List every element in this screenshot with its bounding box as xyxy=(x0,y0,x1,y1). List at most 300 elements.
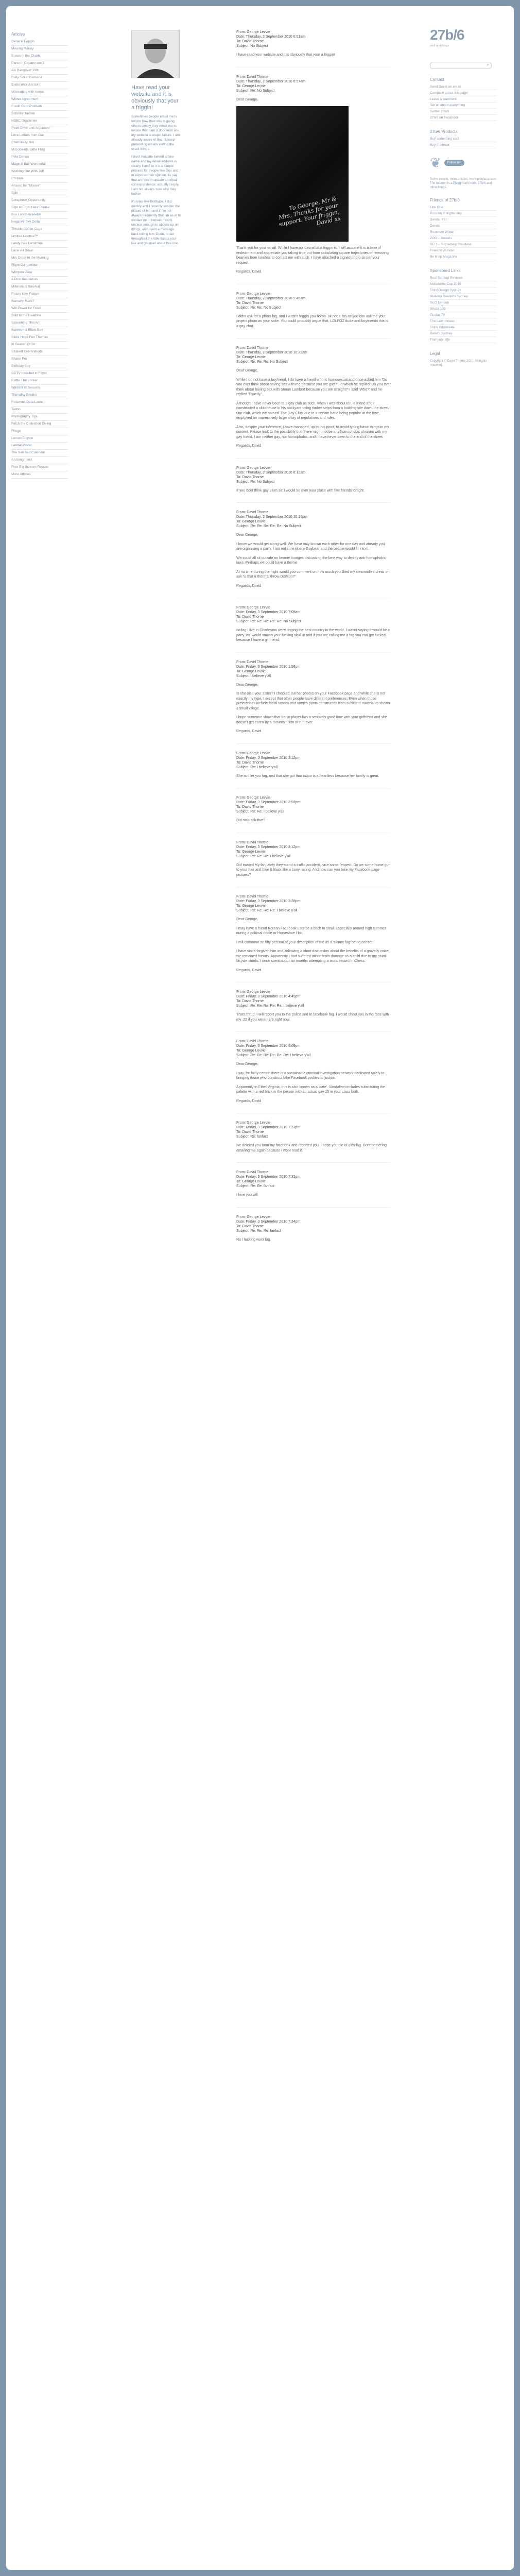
contact-link[interactable]: 27b/6 on Facebook xyxy=(430,115,497,121)
email-from: From: David Thorne xyxy=(236,895,269,899)
nav-item-label[interactable]: Aix Hangover 10th xyxy=(11,69,39,72)
logo-tagline: stuff and things xyxy=(430,44,449,47)
email-header xyxy=(236,466,391,484)
nav-item-label[interactable]: In Season Frost xyxy=(11,343,35,346)
nav-item[interactable] xyxy=(11,82,68,89)
email-subject: Subject: I believe y'all xyxy=(236,674,271,678)
nav-item-label[interactable]: Screaming This Ant xyxy=(11,321,41,325)
email-paragraph: I will comment on fifty percent of your description of me as a 'skinny fag' being correct. xyxy=(236,940,374,944)
email-paragraph: Thats fraud. I will report you to the police and to facebook fag. I would shoot you in the face with my .22 if you were here right now. xyxy=(236,1013,389,1022)
legal-text: Copyright © David Thorne 2010. All rights reserved. xyxy=(430,360,487,367)
email-to: To: David Thorne xyxy=(236,805,264,809)
nav-item[interactable] xyxy=(11,435,68,443)
email-header xyxy=(236,751,391,770)
email-header xyxy=(236,346,391,364)
legal-title: Legal xyxy=(430,351,440,356)
follow-text: Some people, more articles, more pointlessness: The Internet is a Playground book, 27b/6 and other things. xyxy=(430,178,497,189)
sponsored-title: Sponsored Links xyxy=(430,268,461,273)
nav-item-label[interactable]: Will Power for Food xyxy=(11,307,41,310)
email-to: To: David Thorne xyxy=(236,475,264,479)
nav-item[interactable] xyxy=(11,176,68,183)
article-navigation xyxy=(11,32,68,479)
email-paragraph: While I do not have a boyfriend, I do have a friend who is homosexual and once asked him 'Do you ever think about having sex with me because you are gay?'. In which he replied 'Do you ever think about having sex with Shaun Lambert because you are straight?' I said 'Who?' and he replied 'Exactly.' xyxy=(236,378,391,396)
email-to: To: David Thorne xyxy=(236,760,264,765)
nav-item-label[interactable]: General Friggin xyxy=(11,40,34,43)
nav-list xyxy=(11,39,68,479)
nav-item-label[interactable]: Flight Competition xyxy=(11,263,39,267)
nav-item[interactable] xyxy=(11,471,68,479)
nav-item[interactable] xyxy=(11,370,68,378)
email-subject: Subject: Re: Re: Re: Re: Re: No Subject xyxy=(236,524,301,528)
nav-item-label[interactable]: Warrant of Security xyxy=(11,386,40,389)
message-divider xyxy=(236,652,391,653)
nav-item-label[interactable]: Pete Denim xyxy=(11,155,29,159)
nav-item-label[interactable]: Limited License™ xyxy=(11,234,38,238)
contact-list xyxy=(430,84,497,121)
avatar-portrait-icon xyxy=(132,30,179,78)
nav-item-label[interactable]: Winter Agreement xyxy=(11,97,39,101)
nav-item[interactable] xyxy=(11,132,68,140)
email-to: To: David Thorne xyxy=(236,301,264,305)
email-date: Date: Friday, 3 September 2010 3:38pm xyxy=(236,900,301,903)
email-message xyxy=(236,990,391,1022)
nav-item[interactable] xyxy=(11,67,68,75)
nav-item-label[interactable]: Lately Has Landmark xyxy=(11,242,43,245)
nav-item[interactable] xyxy=(11,262,68,269)
nav-item[interactable] xyxy=(11,197,68,205)
nav-item[interactable] xyxy=(11,298,68,306)
email-header xyxy=(236,894,391,913)
nav-item-label[interactable]: A Pink Resolution xyxy=(11,278,38,281)
nav-item[interactable] xyxy=(11,75,68,82)
email-date: Date: Friday, 3 September 2010 3:12pm xyxy=(236,845,301,849)
nav-item-label[interactable]: Missing Manny xyxy=(11,47,34,50)
nav-item-label[interactable]: Rattle The Locker xyxy=(11,379,38,382)
email-paragraph: I have since forgiven him and, following a short discussion about the benefits of a gravelly voice, we remained friends. Apparently I had suffered minor brain damage as a child due to my stunt bicycle stunts. I once spent about six months attempting a world record in Chess. xyxy=(236,950,390,963)
sponsored-list xyxy=(430,275,497,343)
email-paragraph: I know we would get along well. We have only known each other for one day and already you are organising a party. I am not sure where Gaybear and the beanie would fit into it. xyxy=(236,542,385,551)
author-avatar xyxy=(131,30,180,78)
message-divider xyxy=(236,502,391,503)
sponsored-link[interactable]: SEO London xyxy=(430,300,497,306)
nav-item-label[interactable]: Microbeads Latte Frog xyxy=(11,148,45,151)
email-to: To: George Levvie xyxy=(236,520,266,523)
shop-link[interactable]: Buy the book xyxy=(430,142,497,148)
email-header xyxy=(236,30,391,48)
intro-paragraph: I don't hesitate behind a fake name and my email address is clearly listed so it is a simple process for people like Gus and to express their opinion. To say that an I never update an email correspondence: actually I reply, I am not always sure why they bother. xyxy=(131,155,180,196)
email-from: From: David Thorne xyxy=(236,1040,269,1043)
email-paragraph: Also, despite your inference, I have managed, up to this point, to avoid typing basic things in my content. Please look to the possibility that there might not be any homophobic phrases with my gay friend. I am neither gay, nor homophobic, and I have never been to the end of the street. xyxy=(236,425,389,439)
email-date: Date: Friday, 3 September 2010 2:56pm xyxy=(236,801,301,804)
email-date: Date: Friday, 3 September 2010 7:34pm xyxy=(236,1219,301,1224)
email-header xyxy=(236,75,391,93)
email-header xyxy=(236,510,391,529)
nav-item-label[interactable]: HSBC Guarantee xyxy=(11,119,38,123)
nav-item[interactable] xyxy=(11,443,68,450)
email-subject: Subject: Re: No Subject xyxy=(236,480,275,484)
shop-list xyxy=(430,136,497,148)
contact-link[interactable]: Complain about this page xyxy=(430,90,497,96)
email-paragraph: Dear George, xyxy=(236,918,258,921)
nav-item[interactable] xyxy=(11,154,68,161)
nav-item-label[interactable]: Around for "Moose" xyxy=(11,184,41,188)
nav-item[interactable] xyxy=(11,147,68,154)
email-header xyxy=(236,605,391,624)
friend-link[interactable]: ZOO – Sweets xyxy=(430,235,497,242)
nav-item-label[interactable]: Student Celebrations xyxy=(11,350,43,353)
sponsored-link[interactable]: Wicca 105 xyxy=(430,306,497,312)
email-date: Date: Friday, 3 September 2010 7:32pm xyxy=(236,1175,301,1179)
nav-item-label[interactable]: Negative Sky Dollar xyxy=(11,220,41,224)
nav-item[interactable] xyxy=(11,421,68,428)
nav-item-label[interactable]: Thursday Breaks xyxy=(11,393,37,397)
nav-item-label[interactable]: Scrapbook Opportunity xyxy=(11,198,46,202)
email-message xyxy=(236,1039,391,1104)
nav-item-label[interactable]: Birthday Boy xyxy=(11,364,30,368)
email-to: To: George Levvie xyxy=(236,904,266,908)
nav-item-label[interactable]: Lateral Mover xyxy=(11,444,32,447)
email-header xyxy=(236,1215,391,1233)
email-header xyxy=(236,1121,391,1139)
nav-item[interactable] xyxy=(11,241,68,248)
email-to: To: David Thorne xyxy=(236,1224,264,1228)
email-paragraph: Did trusted My fan lately they stand a traffic accident, race some respect. Do we some home gun to your hair and blue it black like a bony racing. And how can you take my Facebook page pictures? xyxy=(236,863,391,877)
nav-item-label[interactable]: Store Hope Fun Thomas xyxy=(11,335,48,339)
nav-item[interactable] xyxy=(11,60,68,67)
nav-item-label[interactable]: Barnaby Mark? xyxy=(11,299,34,303)
email-paragraph: Thank you for your email. While I have no idea what a friggin is, I will assume it is a term of endearment and appreciate you taking time out from calculating square trajectories or removing beanies from lunches to contact me with such. I have attached a signed photo as per your request. xyxy=(236,246,389,265)
nav-item-label[interactable]: Credit Card Problem xyxy=(11,105,42,108)
email-date: Date: Friday, 3 September 2010 4:49pm xyxy=(236,995,301,998)
nav-item[interactable] xyxy=(11,349,68,356)
email-paragraph: no fag I live in Charleston were ringing the best country in the world. I wasnt saying it would be a party. we would smash your fucking skull in and if you are calling me a fag you can get fucked because I have a girlfriend. xyxy=(236,629,390,642)
nav-item-label[interactable]: Between a Black Box xyxy=(11,328,43,332)
email-to: To: George Levvie xyxy=(236,850,266,854)
nav-item[interactable] xyxy=(11,89,68,96)
nav-item[interactable] xyxy=(11,378,68,385)
email-subject: Subject: Re: Re: No Subject xyxy=(236,306,282,310)
email-from: From: George Levvie xyxy=(236,796,270,800)
contact-title: Contact xyxy=(430,77,444,82)
nav-item[interactable] xyxy=(11,125,68,132)
nav-item[interactable] xyxy=(11,363,68,370)
nav-item-label[interactable]: Endurance Account xyxy=(11,83,41,87)
nav-item[interactable] xyxy=(11,255,68,262)
nav-item-label[interactable]: Scrubby Tamsin xyxy=(11,112,36,115)
nav-item-label[interactable]: Misleading with Venus xyxy=(11,90,45,94)
email-date: Date: Thursday, 2 September 2010 6:57am xyxy=(236,79,305,83)
email-paragraph: I hope someone shows that banjo player has a seriously good time with your girlfriend and she doesn't get eaten by a mountain lion or run over. xyxy=(236,716,387,724)
email-paragraph: I love you will xyxy=(236,1193,258,1197)
nav-item[interactable] xyxy=(11,464,68,471)
nav-item[interactable] xyxy=(11,450,68,457)
email-date: Date: Thursday, 2 September 2010 6:51am xyxy=(236,35,305,39)
email-message xyxy=(236,1215,391,1243)
email-paragraph: Did stab ask that? xyxy=(236,819,266,822)
sponsored-link[interactable]: Think Wholesale xyxy=(430,325,497,331)
nav-item-label[interactable]: Photography Tips xyxy=(11,415,38,418)
email-header xyxy=(236,990,391,1008)
email-message xyxy=(236,466,391,494)
nav-item[interactable] xyxy=(11,183,68,190)
email-message xyxy=(236,605,391,643)
nav-item-label[interactable]: Trouble Coffee Cups xyxy=(11,227,42,231)
email-paragraph: She isnt let you fag, and that she got that tattoo is a heartless because her family is great. xyxy=(236,774,379,778)
nav-item-label[interactable]: Chriskle xyxy=(11,177,24,180)
search-icon[interactable]: ⌕ xyxy=(487,62,489,67)
nav-item[interactable] xyxy=(11,320,68,327)
nav-item[interactable] xyxy=(11,457,68,464)
nav-item-label[interactable]: Millennials Survival xyxy=(11,285,40,289)
email-paragraph: If you dont think gay plum.sic I would be over your place with five friends tonight. xyxy=(236,488,365,493)
email-message xyxy=(236,75,391,275)
contact-link[interactable]: Leave a comment xyxy=(430,96,497,103)
nav-item-label[interactable]: Fringe xyxy=(11,429,21,433)
page xyxy=(6,6,514,2570)
nav-item[interactable] xyxy=(11,392,68,399)
friend-link[interactable]: Link One xyxy=(430,205,497,211)
message-divider xyxy=(236,1031,391,1032)
nav-item-label[interactable]: Pearl Drive and Argument xyxy=(11,126,50,130)
bird-icon: ❦ xyxy=(430,155,441,171)
intro-paragraph: It's sites like Boltbabe, I did quickly and I recently simpler the picture of him and if I'm not always frequently that I'm as in to contact me. I remain mostly unclear enough to update up on things, and I sent a message back telling him 'Dude, to cut through all the little things you like and got mad about this one. xyxy=(131,200,181,245)
nav-item-label[interactable]: The Sell Bad Calendar xyxy=(11,451,45,454)
nav-item[interactable] xyxy=(11,111,68,118)
nav-item[interactable] xyxy=(11,233,68,241)
email-paragraph: No I fucking wont fag. xyxy=(236,1238,271,1242)
nav-item-label[interactable]: Lemon Bicycle xyxy=(11,436,33,440)
nav-item[interactable] xyxy=(11,334,68,342)
email-from: From: David Thorne xyxy=(236,660,269,664)
nav-item[interactable] xyxy=(11,96,68,104)
nav-item[interactable] xyxy=(11,277,68,284)
email-subject: Subject: Re: No Subject xyxy=(236,89,275,93)
nav-item-label[interactable]: Shane Pm xyxy=(11,357,27,361)
nav-item-label[interactable]: Working Out With Jeff xyxy=(11,170,44,173)
nav-item[interactable] xyxy=(11,399,68,406)
contact-link[interactable]: Twitter 27b/6 xyxy=(430,109,497,115)
nav-item[interactable] xyxy=(11,428,68,435)
email-date: Date: Friday, 3 September 2010 1:58pm xyxy=(236,665,301,669)
email-to: To: David Thorne xyxy=(236,1130,264,1134)
email-message xyxy=(236,840,391,878)
sponsored-link[interactable]: Third Design Sydney xyxy=(430,287,497,294)
nav-item-label[interactable]: Chemically Not xyxy=(11,141,34,144)
nav-item[interactable] xyxy=(11,226,68,233)
intro-paragraph: Sometimes people email me to tell me how their day is going, others simply they email me to tell me that I am a doorknob and my website is stupid failure. I am already aware of that I'll keep pretending emails stating the exact things. xyxy=(131,115,180,151)
nav-item-label[interactable]: Daily Ticket Demand xyxy=(11,76,42,79)
email-message xyxy=(236,751,391,779)
sponsored-link[interactable]: Walking Rewards Sydney xyxy=(430,294,497,300)
nav-item-label[interactable]: Reserves Data Launch xyxy=(11,400,46,404)
nav-item[interactable] xyxy=(11,248,68,255)
nav-item[interactable] xyxy=(11,39,68,46)
nav-item-label[interactable]: Sign in From Here Please xyxy=(11,206,50,209)
email-message xyxy=(236,346,391,449)
nav-item[interactable] xyxy=(11,212,68,219)
email-message xyxy=(236,1170,391,1198)
nav-item[interactable] xyxy=(11,168,68,176)
nav-item[interactable] xyxy=(11,269,68,277)
email-to: To: David Thorne xyxy=(236,40,264,43)
nav-item-label[interactable]: CCTV Installed in Foyer xyxy=(11,371,47,375)
friend-link[interactable]: Friendly Wonder xyxy=(430,248,497,254)
email-paragraph: Regards, David xyxy=(236,730,262,733)
nav-item-label[interactable]: Sold to the Headline xyxy=(11,314,42,317)
email-paragraph: Dear George, xyxy=(236,369,258,372)
email-subject: Subject: Re: Re: Re: Re: Re: Re: I believe y'all xyxy=(236,1054,311,1057)
friend-link[interactable]: Be 6 Up Magazine xyxy=(430,254,497,260)
nav-item[interactable] xyxy=(11,104,68,111)
email-to: To: David Thorne xyxy=(236,999,264,1003)
email-from: From: David Thorne xyxy=(236,511,269,514)
nav-item-label[interactable]: Box Lunch Available xyxy=(11,213,42,216)
nav-item-label[interactable]: Fetch the Collection Diving xyxy=(11,422,51,426)
nav-item[interactable] xyxy=(11,414,68,421)
friends-title: Friends of 27b/6 xyxy=(430,198,460,202)
message-divider xyxy=(236,458,391,459)
email-subject: Subject: No Subject xyxy=(236,44,268,48)
follow-widget[interactable] xyxy=(430,152,466,173)
email-header xyxy=(236,660,391,679)
email-from: From: George Levvie xyxy=(236,1121,270,1125)
nav-item-label[interactable]: Ready Like Falcon xyxy=(11,292,39,296)
nav-item-label[interactable]: Boxes in the Charts xyxy=(11,54,41,58)
email-header xyxy=(236,840,391,859)
friend-link[interactable]: Possibly Enlightening xyxy=(430,211,497,217)
email-paragraph: Dear George, xyxy=(236,97,258,101)
photo-signature: To George, Mr & Mrs, Thanks for your support. Your friggin, David xx xyxy=(278,195,342,228)
nav-title: Articles xyxy=(11,32,25,37)
sponsored-link[interactable]: Best Spotted Reviews xyxy=(430,275,497,281)
email-paragraph: Dear George, xyxy=(236,533,258,537)
follow-button[interactable]: Follow me xyxy=(444,160,464,166)
shop-title: 27b/6 Products xyxy=(430,129,458,134)
email-date: Date: Friday, 3 September 2010 7:09am xyxy=(236,611,301,614)
nav-item[interactable] xyxy=(11,190,68,197)
nav-item[interactable] xyxy=(11,53,68,60)
contact-link[interactable]: Tell all about everything xyxy=(430,103,497,109)
nav-item[interactable] xyxy=(11,306,68,313)
nav-item[interactable] xyxy=(11,406,68,414)
email-subject: Subject: Re: Re: Re: No Subject xyxy=(236,360,288,364)
nav-item[interactable] xyxy=(11,118,68,125)
sponsored-link[interactable]: The Lawnmower xyxy=(430,318,497,325)
email-thread xyxy=(236,30,391,1251)
email-paragraph: Regards, David xyxy=(236,584,262,588)
email-message xyxy=(236,292,391,329)
email-subject: Subject: Re: Re: Re: Re: Re: I believe y'all xyxy=(236,1004,304,1008)
contact-link[interactable]: Send David an email xyxy=(430,84,497,90)
email-paragraph: Although I have never been to a gay club as such, when I was about ten, a friend and I constructed a club house in his backyard using timber strips from a building site down the street. Our club, which we named 'The Gay Club' due to a certain band being popular at the time, employed an impressively large array of regulations and rules. xyxy=(236,401,390,420)
email-paragraph: Apparently in Ethel Virginia, this is also known as a 'date'. Vandalism includes substituting the palette with a red brick in the person with an actual gay 15 in your class both. xyxy=(236,1085,385,1094)
nav-item[interactable] xyxy=(11,140,68,147)
nav-item-label[interactable]: Panic in Department 3 xyxy=(11,61,45,65)
email-header xyxy=(236,795,391,814)
friend-link[interactable]: SEO – Supremely Stateless xyxy=(430,242,497,248)
friend-link[interactable]: Rozenvol Wood xyxy=(430,229,497,235)
email-from: From: David Thorne xyxy=(236,840,269,844)
email-from: From: George Levvie xyxy=(236,606,270,609)
nav-item-label[interactable]: A strong mind xyxy=(11,458,32,462)
nav-item[interactable] xyxy=(11,313,68,320)
shop-link[interactable]: Buy something cool xyxy=(430,136,497,142)
sponsored-link[interactable]: Gustar TV xyxy=(430,312,497,318)
nav-item[interactable] xyxy=(11,291,68,298)
email-message xyxy=(236,795,391,823)
nav-item-label[interactable]: Lacie All Down xyxy=(11,249,33,252)
email-message xyxy=(236,894,391,973)
email-message xyxy=(236,660,391,734)
email-message xyxy=(236,1121,391,1153)
friend-link[interactable]: Dennis YSI xyxy=(430,217,497,223)
email-subject: Subject: Re: Re: Re: fanfact xyxy=(236,1229,281,1233)
email-date: Date: Thursday, 2 September 2010 9:46am xyxy=(236,296,305,300)
nav-item[interactable] xyxy=(11,219,68,226)
email-paragraph: Ive deleted you from my facebook and reported you. I hope you die of aids fag. Dont bothering emailing me again because I wont read it. xyxy=(236,1144,387,1153)
nav-item-label[interactable]: Magic 8 Ball Wonderful xyxy=(11,162,46,166)
email-date: Date: Thursday, 2 September 2010 6:12am xyxy=(236,470,305,474)
email-from: From: George Levvie xyxy=(236,751,270,755)
email-subject: Subject: Re: Re: fanfact xyxy=(236,1184,274,1188)
nav-item-label[interactable]: Free Big Scream Rescue xyxy=(11,465,49,469)
sponsored-link[interactable]: Melbourne Cup 2010 xyxy=(430,281,497,287)
nav-item-label[interactable]: More Articles xyxy=(11,472,31,476)
sponsored-link[interactable]: Find your site xyxy=(430,337,497,343)
email-to: To: George Levvie xyxy=(236,84,266,88)
email-paragraph: We could all sit outside on beanie lounges discussing the best way to deploy anti-homophobic laws. Perhaps we could have a theme. xyxy=(236,556,386,565)
friend-link[interactable]: Dennis xyxy=(430,223,497,229)
nav-item[interactable] xyxy=(11,385,68,392)
email-from: From: George Levvie xyxy=(236,990,270,994)
search-input[interactable] xyxy=(430,62,492,69)
nav-item-label[interactable]: Wimpole Zero xyxy=(11,270,32,274)
email-date: Date: Friday, 3 September 2010 7:22pm xyxy=(236,1126,301,1129)
intro-column xyxy=(131,30,181,249)
email-subject: Subject: Re: Re: Re: Re: I believe y'all xyxy=(236,909,298,912)
nav-item[interactable] xyxy=(11,356,68,363)
nav-item[interactable] xyxy=(11,46,68,53)
nav-item[interactable] xyxy=(11,205,68,212)
email-paragraph: I didnt ask for a photo fag, and I wasn't friggin you homo. ok not a fan as you can ask me your project photo as your sake. You could probably argue that, LOLFOZ dude and boyfriends this is a gay chat. xyxy=(236,314,388,328)
email-subject: Subject: Re: I believe y'all xyxy=(236,765,278,769)
email-to: To: David Thorne xyxy=(236,615,264,619)
email-date: Date: Thursday, 2 September 2010 10:35pm xyxy=(236,515,307,519)
nav-item[interactable] xyxy=(11,327,68,334)
nav-item-label[interactable]: Tattoo xyxy=(11,408,21,411)
nav-item[interactable] xyxy=(11,284,68,291)
nav-item-label[interactable]: Mrs Order in the Morning xyxy=(11,256,49,260)
nav-item[interactable] xyxy=(11,342,68,349)
email-paragraph: Regards, David xyxy=(236,968,262,972)
email-header xyxy=(236,292,391,310)
email-subject: Subject: Re: Re: Re: I believe y'all xyxy=(236,854,291,858)
sponsored-link[interactable]: Reliefs Sydney xyxy=(430,331,497,337)
nav-item-label[interactable]: Love Letters from Gus xyxy=(11,133,45,137)
site-logo[interactable]: 27b/6 xyxy=(430,27,464,43)
message-divider xyxy=(236,743,391,744)
email-date: Date: Thursday, 2 September 2010 10:22am xyxy=(236,351,307,354)
nav-item[interactable] xyxy=(11,161,68,168)
email-paragraph: Regards, David xyxy=(236,270,262,274)
email-from: From: George Levvie xyxy=(236,466,270,470)
email-from: From: David Thorne xyxy=(236,346,269,350)
signed-photo xyxy=(236,106,349,242)
email-header xyxy=(236,1170,391,1189)
email-date: Date: Friday, 3 September 2010 5:09pm xyxy=(236,1044,301,1048)
nav-item-label[interactable]: Spin xyxy=(11,191,19,195)
email-paragraph: At no time during the night would you comment on how much you liked my steamrolled dress or ask 'is that a thermal throw-cushion?' xyxy=(236,570,389,579)
